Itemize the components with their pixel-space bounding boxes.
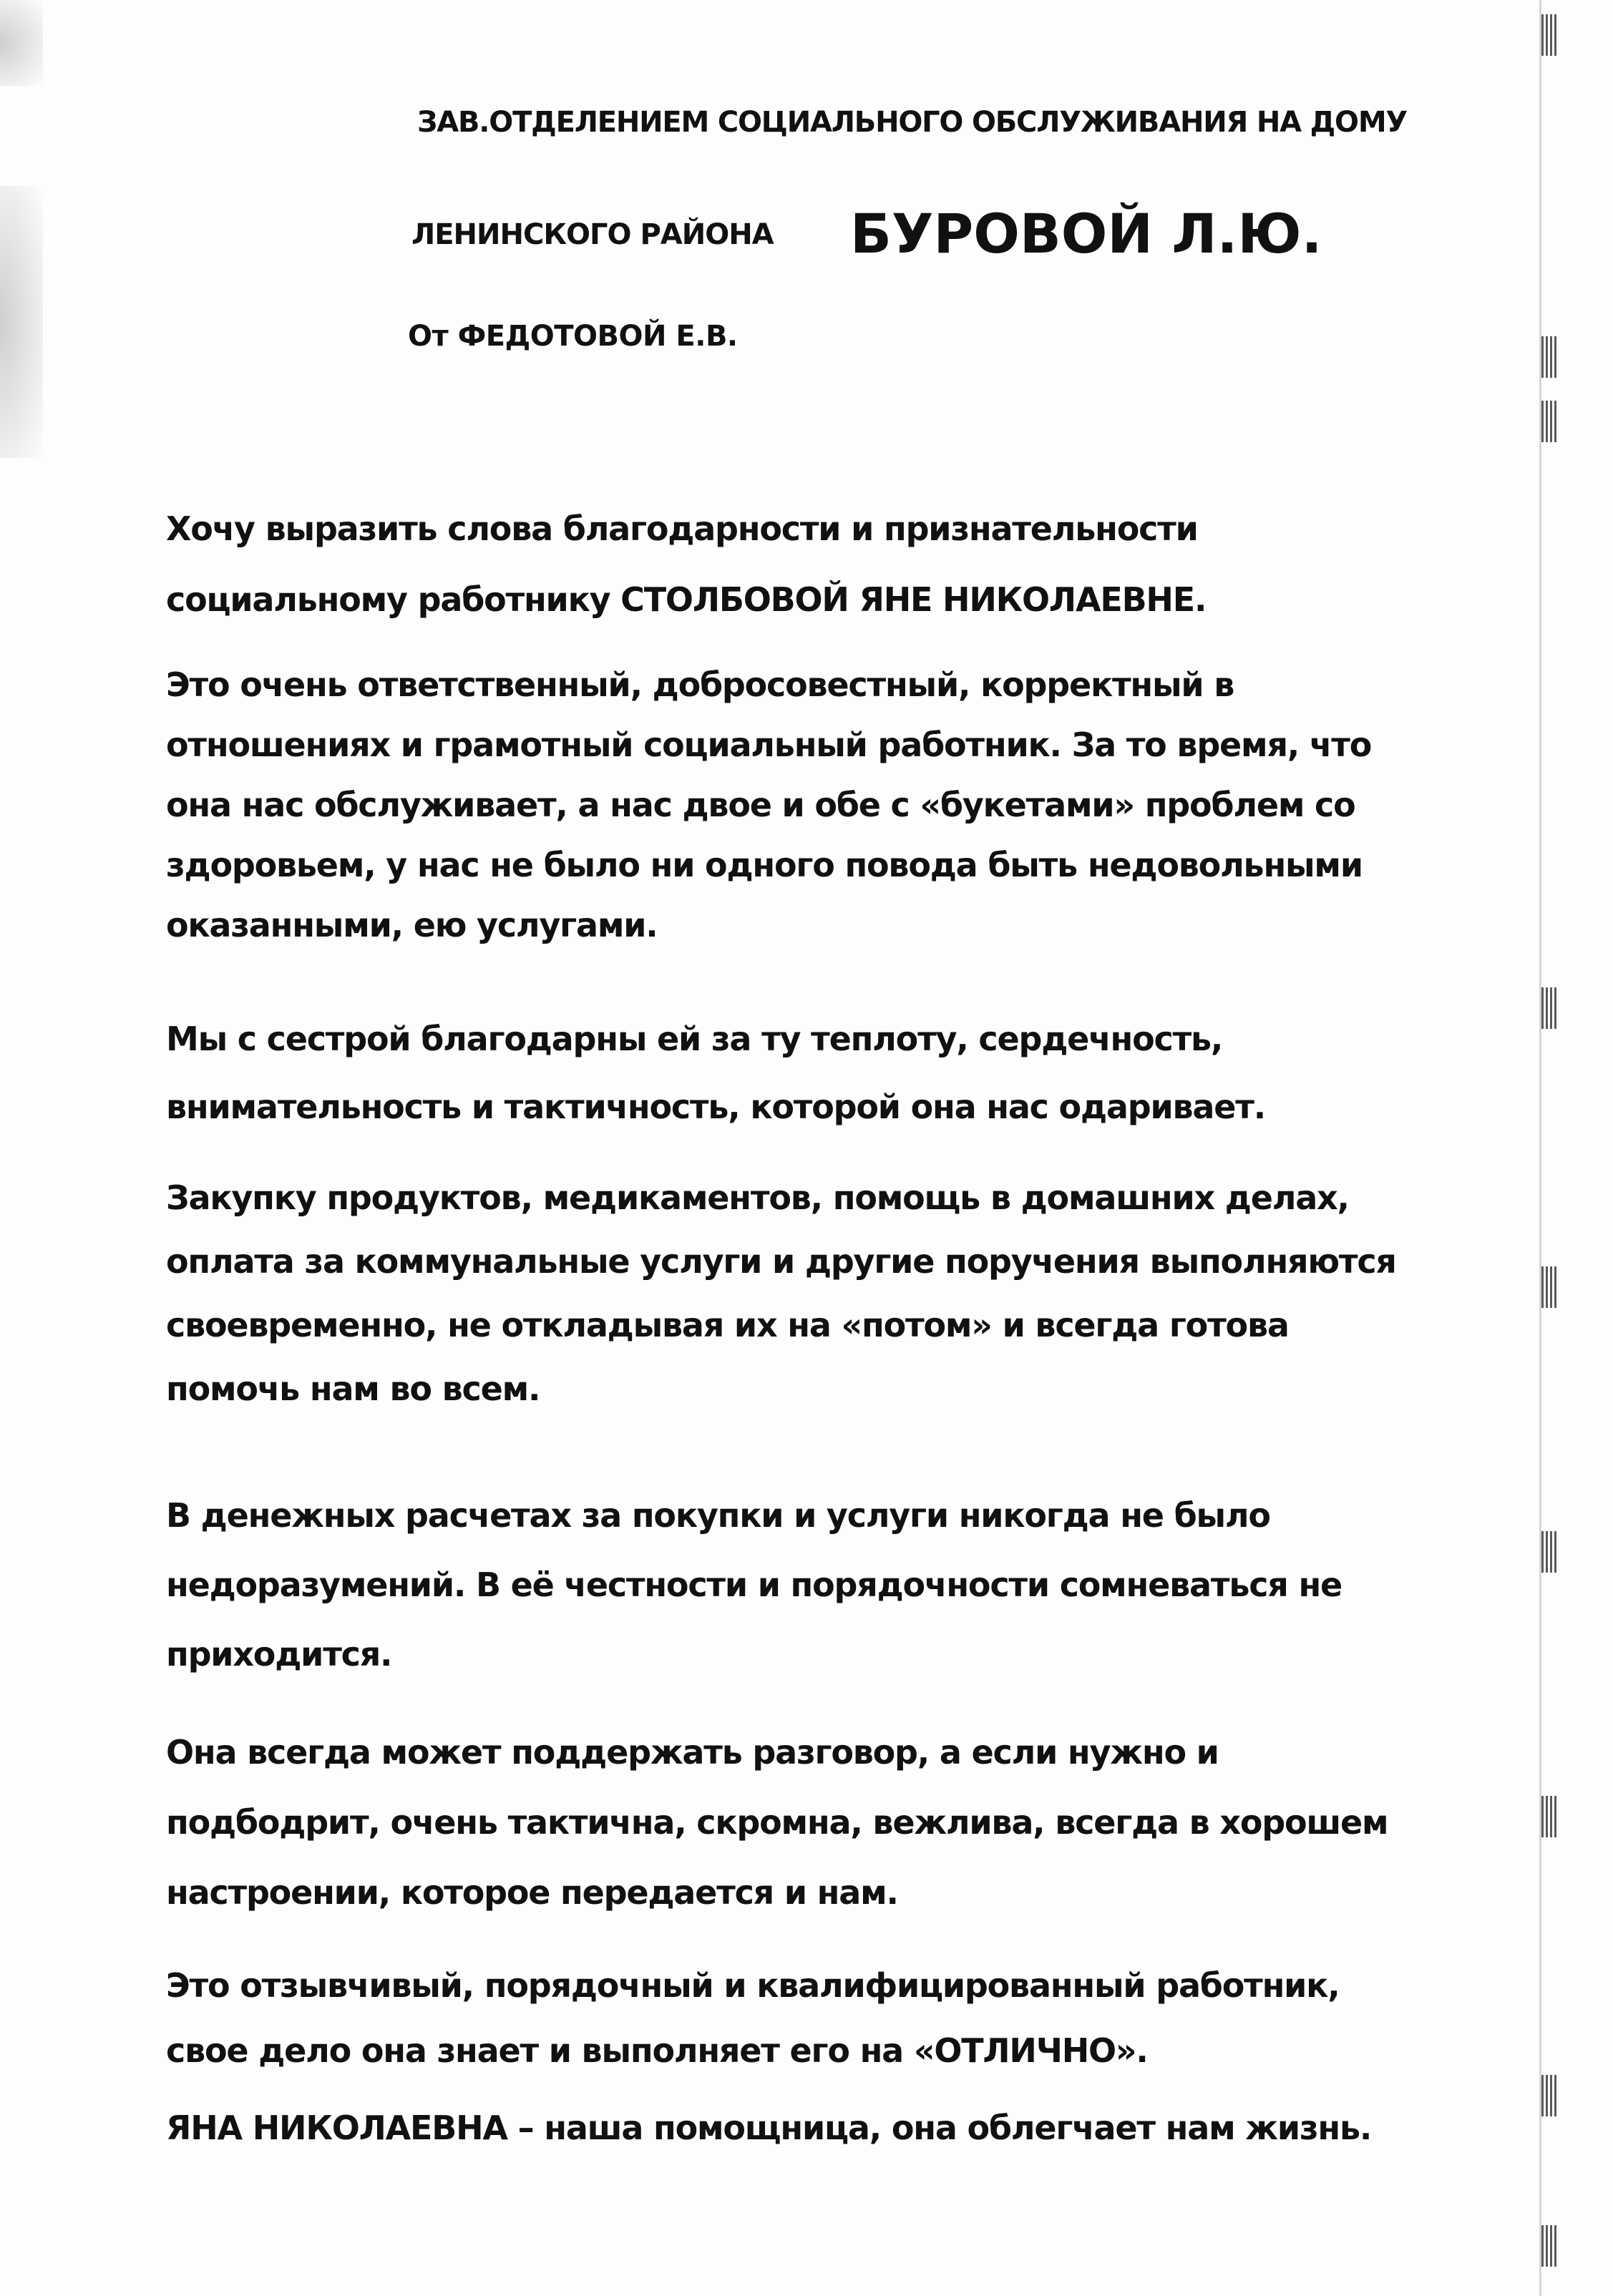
paragraph: [166, 1481, 1569, 1689]
text-line: своевременно, не откладывая их на «потом» и всегда готова: [166, 1306, 1289, 1344]
recipient-name: БУРОВОЙ Л.Ю.: [850, 202, 1322, 265]
text-line: Мы с сестрой благодарны ей за ту теплоту, сердечность,: [166, 1020, 1223, 1058]
scan-smudge: [0, 0, 43, 86]
text-line: В денежных расчетах за покупки и услуги никогда не было: [166, 1496, 1270, 1535]
paragraph: [166, 1166, 1569, 1421]
feed-mark: [1541, 336, 1557, 378]
sender-line: От ФЕДОТОВОЙ Е.В.: [408, 320, 738, 353]
scan-smudge: [0, 186, 43, 458]
text-line: недоразумений. В её честности и порядочности сомневаться не: [166, 1565, 1342, 1604]
paragraph: [166, 1005, 1569, 1141]
text-line: Это отзывчивый, порядочный и квалифицированный работник,: [166, 1966, 1340, 2005]
paragraph: [166, 2093, 1569, 2164]
recipient-position: ЗАВ.ОТДЕЛЕНИЕМ СОЦИАЛЬНОГО ОБСЛУЖИВАНИЯ НА ДОМУ: [417, 106, 1408, 139]
text-line: Хочу выразить слова благодарности и признательности: [166, 509, 1198, 548]
feed-mark: [1541, 401, 1557, 442]
text-line: оказанными, ею услугами.: [166, 906, 658, 944]
paragraph: [166, 655, 1569, 955]
feed-mark: [1541, 2225, 1557, 2267]
text-line: свое дело она знает и выполняет его на «ОТЛИЧНО».: [166, 2031, 1148, 2070]
text-line: отношениях и грамотный социальный работник. За то время, что: [166, 726, 1372, 764]
text-line: приходится.: [166, 1635, 392, 1674]
text-line: она нас обслуживает, а нас двое и обе с «букетами» проблем со: [166, 786, 1355, 824]
text-line: внимательность и тактичность, которой она нас одаривает.: [166, 1088, 1265, 1126]
feed-mark: [1541, 14, 1557, 56]
text-line: помочь нам во всем.: [166, 1369, 540, 1408]
text-line: настроении, которое передается и нам.: [166, 1873, 898, 1912]
paragraph: [166, 1953, 1569, 2084]
text-line: подбодрит, очень тактична, скромна, вежлива, всегда в хорошем: [166, 1803, 1388, 1842]
text-line: социальному работнику СТОЛБОВОЙ ЯНЕ НИКОЛАЕВНЕ.: [166, 580, 1207, 619]
text-line: здоровьем, у нас не было ни одного повода быть недовольными: [166, 846, 1363, 884]
paragraph: [166, 494, 1569, 635]
text-line: оплата за коммунальные услуги и другие поручения выполняются: [166, 1242, 1396, 1281]
recipient-district: ЛЕНИНСКОГО РАЙОНА: [411, 218, 774, 251]
paragraph: [166, 1717, 1569, 1928]
text-line: ЯНА НИКОЛАЕВНА – наша помощница, она облегчает нам жизнь.: [166, 2109, 1372, 2147]
text-line: Она всегда может поддержать разговор, а если нужно и: [166, 1733, 1219, 1772]
text-line: Это очень ответственный, добросовестный, корректный в: [166, 665, 1234, 704]
text-line: Закупку продуктов, медикаментов, помощь в домашних делах,: [166, 1178, 1349, 1217]
scan-feed-strip: [1520, 0, 1584, 2296]
